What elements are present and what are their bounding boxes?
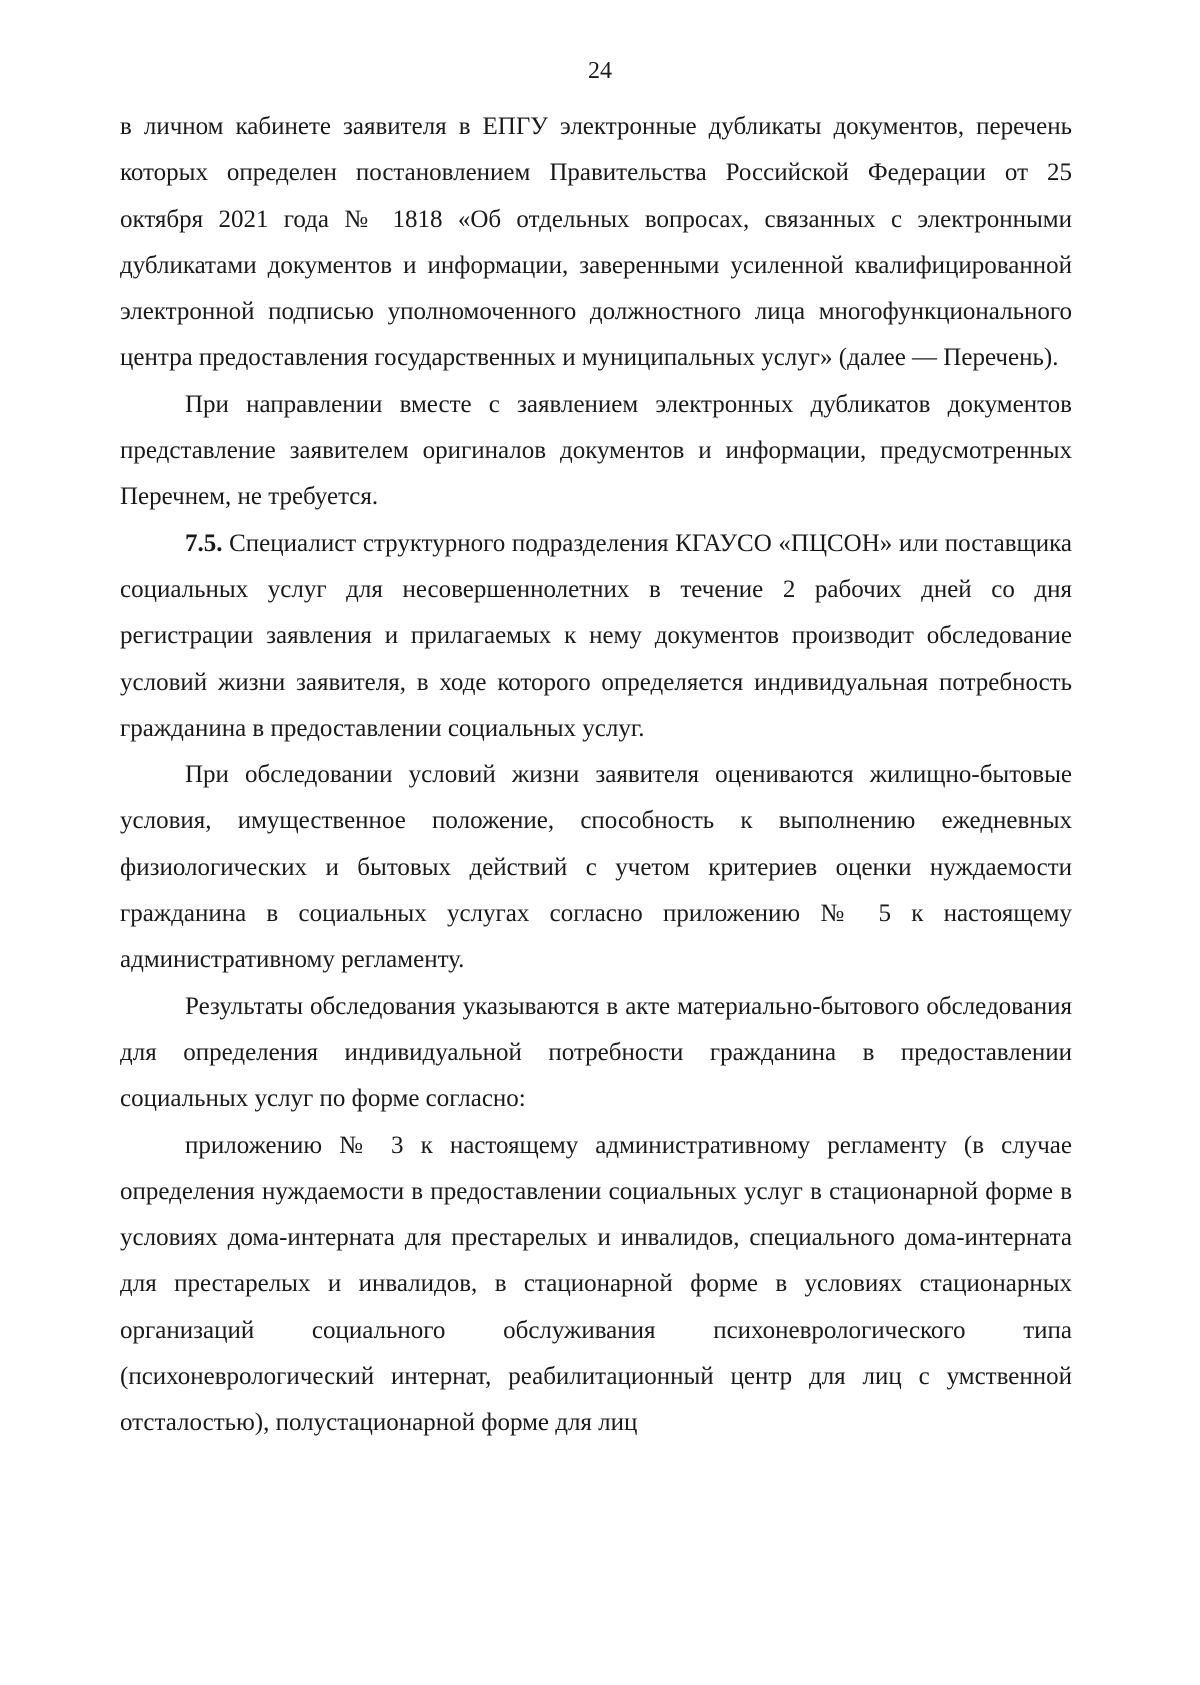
page-number: 24 [588,58,612,84]
paragraph-continuation: в личном кабинете заявителя в ЕПГУ электронные дубликаты документов, перечень которых определен постановлением Правительства Российской Федерации от 25 октября 2021 года № 1818 «Об отдельных вопросах, связанных с электронными дубликатами документов и информации, заверенными усиленной квалифицированной электронной подписью уполномоченного должностного лица многофункционального центра предоставления государственных и муниципальных услуг» (далее — Перечень). [120,113,1072,372]
paragraph-duplicates-note: При направлении вместе с заявлением электронных дубликатов документов представление заявителем оригиналов документов и информации, предусмотренных Перечнем, не требуется. [120,390,1072,511]
document-body [120,104,1072,1447]
paragraph-inspection-results: Результаты обследования указываются в акте материально-бытового обследования для определения индивидуальной потребности гражданина в предоставлении социальных услуг по форме согласно: [120,992,1072,1113]
paragraph-appendix-3: приложению № 3 к настоящему административному регламенту (в случае определения нуждаемости в предоставлении социальных услуг в стационарной форме в условиях дома-интерната для престарелых и инвалидов, специального дома-интерната для престарелых и инвалидов, в стационарной форме в условиях стационарных организаций социального обслуживания психоневрологического типа (психоневрологический интернат, реабилитационный центр для лиц с умственной отсталостью), полустационарной форме для лиц [120,1131,1072,1437]
paragraph-clause-7-5 [120,521,1072,752]
clause-number: 7.5. [185,529,223,557]
clause-text: Специалист структурного подразделения КГАУСО «ПЦСОН» или поставщика социальных услуг для несовершеннолетних в течение 2 рабочих дней со дня регистрации заявления и прилагаемых к нему документов производит обследование условий жизни заявителя, в ходе которого определяется индивидуальная потребность гражданина в предоставлении социальных услуг. [120,529,1072,742]
paragraph-inspection-conditions: При обследовании условий жизни заявителя оцениваются жилищно-бытовые условия, имущественное положение, способность к выполнению ежедневных физиологических и бытовых действий с учетом критериев оценки нуждаемости гражданина в социальных услугах согласно приложению № 5 к настоящему административному регламенту. [120,761,1072,974]
